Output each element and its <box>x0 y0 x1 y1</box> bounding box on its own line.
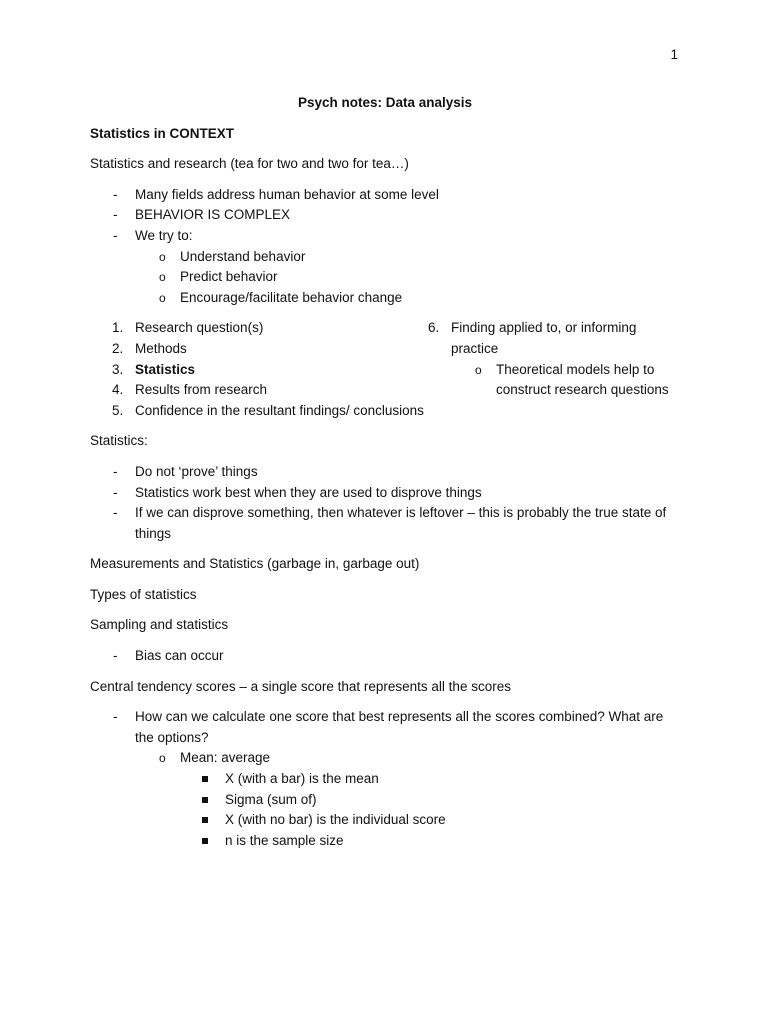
paragraph-central-tendency: Central tendency scores – a single score that represents all the scores <box>90 678 511 694</box>
section-heading-context: Statistics in CONTEXT <box>90 125 235 141</box>
bullet-list-sampling <box>90 646 680 667</box>
list-item: - BEHAVIOR IS COMPLEX <box>90 205 680 226</box>
dash-bullet: - <box>113 648 118 664</box>
list-item: n is the sample size <box>180 831 680 852</box>
paragraph-measurements: Measurements and Statistics (garbage in, garbage out) <box>90 556 420 572</box>
sub-list-options <box>135 748 680 851</box>
square-bullet <box>202 776 208 782</box>
dash-bullet: - <box>113 505 118 521</box>
document-content <box>90 93 680 861</box>
dash-bullet: - <box>113 463 118 479</box>
bullet-list-behavior <box>90 185 680 309</box>
sub-list-we-try-to <box>135 247 680 309</box>
numbered-list-right-column <box>428 318 680 421</box>
dash-bullet: - <box>113 484 118 500</box>
numbered-item: 5. Confidence in the resultant findings/ conclusions <box>112 402 424 418</box>
numbered-item: 4. Results from research <box>112 382 268 398</box>
square-bullet <box>202 838 208 844</box>
paragraph-types: Types of statistics <box>90 586 197 602</box>
list-item: - Bias can occur <box>90 646 680 667</box>
sub-list-finding-applied <box>451 360 680 401</box>
numbered-item: 3. Statistics <box>112 361 196 377</box>
list-item: - How can we calculate one score that best represents all the scores combined? What are the options? o Mean: average X (with a bar) is the mean Sigma (sum of) X (with no bar) is the individual score n is the sample size <box>90 707 680 851</box>
square-bullet <box>202 797 208 803</box>
list-item: - Do not ‘prove’ things <box>90 462 680 483</box>
bullet-list-central-tendency <box>90 707 680 851</box>
list-item: - Many fields address human behavior at some level <box>90 185 680 206</box>
square-bullet <box>202 817 208 823</box>
dash-bullet: - <box>113 709 118 725</box>
dash-bullet: - <box>113 207 118 223</box>
list-item: o Theoretical models help to construct research questions <box>475 361 669 398</box>
dash-bullet: - <box>113 227 118 243</box>
numbered-item: 1. Research question(s) <box>112 320 264 336</box>
circle-bullet: o <box>159 270 166 285</box>
list-item: o Encourage/facilitate behavior change <box>135 288 680 309</box>
list-item: - Statistics work best when they are used to disprove things <box>90 483 680 504</box>
circle-bullet: o <box>475 362 482 377</box>
list-item: - If we can disprove something, then whatever is leftover – this is probably the true state of things <box>113 505 667 541</box>
list-item: o Mean: average X (with a bar) is the mean Sigma (sum of) X (with no bar) is the individual score n is the sample size <box>135 748 680 851</box>
paragraph-statistics-research: Statistics and research (tea for two and two for tea…) <box>90 156 409 172</box>
list-item: X (with a bar) is the mean <box>180 769 680 790</box>
numbered-item: 6. Finding applied to, or informing practice o Theoretical models help to construct research questions <box>428 318 680 400</box>
bullet-list-statistics <box>90 462 680 544</box>
sub-sub-list-mean <box>180 769 680 851</box>
circle-bullet: o <box>159 290 166 305</box>
list-item: o Understand behavior <box>135 247 680 268</box>
list-item: - We try to: o Understand behavior o Predict behavior o Encourage/facilitate behavior change <box>90 226 680 308</box>
circle-bullet: o <box>159 751 166 766</box>
dash-bullet: - <box>113 186 118 202</box>
list-item: Sigma (sum of) <box>180 790 680 811</box>
numbered-list-left-column <box>90 318 428 421</box>
circle-bullet: o <box>159 249 166 264</box>
page-number: 1 <box>670 47 678 62</box>
document-title: Psych notes: Data analysis <box>297 95 473 110</box>
numbered-item: 2. Methods <box>112 340 187 356</box>
paragraph-statistics-label: Statistics: <box>90 433 148 449</box>
paragraph-sampling: Sampling and statistics <box>90 617 229 633</box>
numbered-list-two-columns <box>90 318 680 421</box>
list-item: X (with no bar) is the individual score <box>180 810 680 831</box>
list-item: o Predict behavior <box>135 267 680 288</box>
